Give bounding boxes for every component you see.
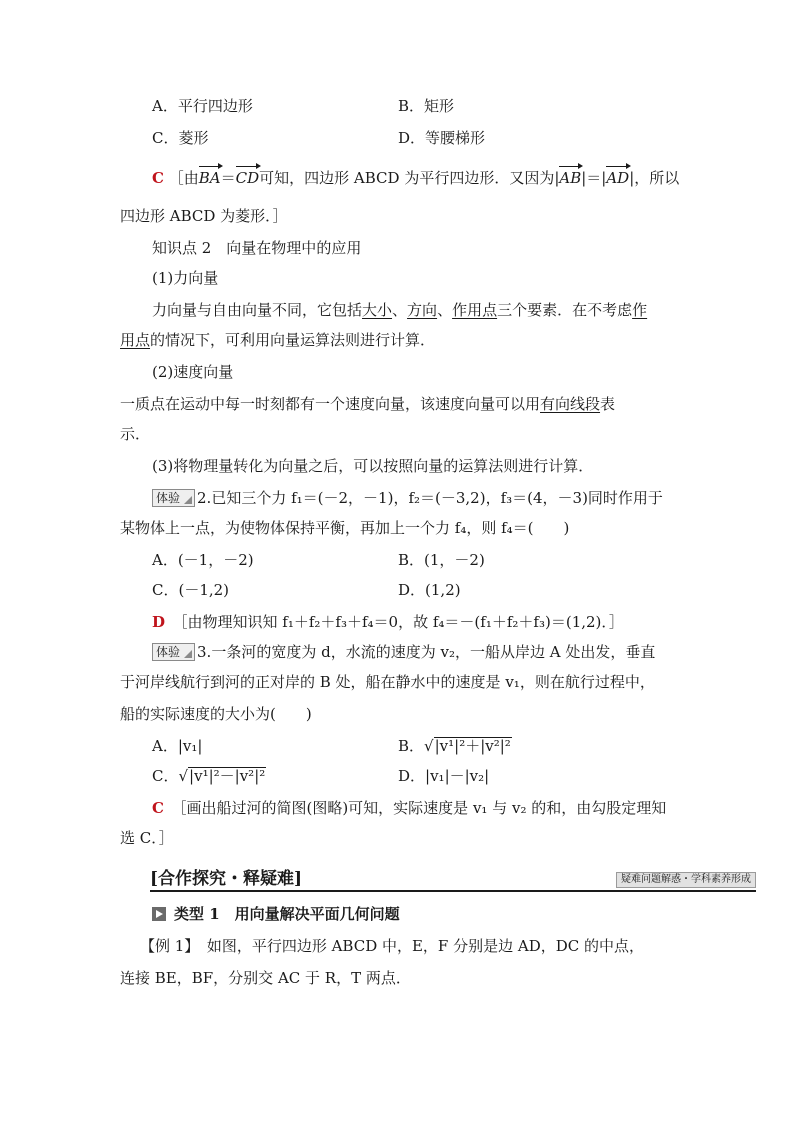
play-triangle-icon [152,907,166,921]
experience-badge: 体验 [152,489,195,507]
option-c: C．菱形 [152,129,209,147]
subsection-convert: (3)将物理量转化为向量之后，可以按照向量的运算法则进行计算． [152,457,594,475]
q3-option-a: A．|v₁| [152,737,203,755]
section-title: [合作探究・释疑难] [150,869,303,889]
q2-option-a: A．(－1，－2) [152,551,254,569]
force-line2: 用点的情况下，可利用向量运算法则进行计算． [120,331,436,349]
example1-line1: 【例 1】 如图，平行四边形 ABCD 中，E，F 分别是边 AD，DC 的中点， [140,937,645,955]
q1-answer-line2: 四边形 ABCD 为菱形．］ [120,207,288,225]
vector-cd: CD [235,169,260,187]
q2-answer: D ［由物理知识知 f₁＋f₂＋f₃＋f₄＝0，故 f₄＝－(f₁＋f₂＋f₃)＝(1,2)．］ [152,613,624,631]
type1-heading: 类型 1 用向量解决平面几何问题 [152,904,400,924]
q3-option-b: B．√|v¹|²＋|v²|² [398,737,511,755]
subsection-force-title: (1)力向量 [152,269,219,287]
q2-option-d: D．(1,2) [398,581,461,599]
answer-letter: C [152,799,164,817]
q1-answer-line1: C ［由BA＝CD可知，四边形 ABCD 为平行四边形．又因为|AB|＝|AD|，所以 [152,169,680,187]
q2-line2: 某物体上一点，为使物体保持平衡，再加上一个力 f₄，则 f₄＝( ) [120,519,570,537]
option-a: A．平行四边形 [152,97,253,115]
q2-option-c: C．(－1,2) [152,581,230,599]
vector-ba: BA [198,169,221,187]
example1-line2: 连接 BE，BF，分别交 AC 于 R，T 两点． [120,969,411,987]
section-tag: 疑难问题解惑・学科素养形成 [616,872,756,888]
q3-line3: 船的实际速度的大小为( ) [120,705,312,723]
q3-option-c: C．√|v¹|²－|v²|² [152,767,266,785]
velocity-line1: 一质点在运动中每一时刻都有一个速度向量，该速度向量可以用有向线段表 [120,395,616,413]
subsection-velocity-title: (2)速度向量 [152,363,234,381]
knowledge-point-title: 知识点 2 向量在物理中的应用 [152,239,362,257]
q3-option-d: D．|v₁|－|v₂| [398,767,490,785]
option-b: B．矩形 [398,97,455,115]
section-header [150,862,756,892]
vector-ad: AD [606,169,630,187]
q3-line2: 于河岸线航行到河的正对岸的 B 处，船在静水中的速度是 v₁，则在航行过程中， [120,673,655,691]
answer-letter: C [152,169,164,187]
radicand: |v¹|²－|v²|² [189,767,266,785]
q2-line1: 体验 2.已知三个力 f₁＝(－2，－1)，f₂＝(－3,2)，f₃＝(4，－3)同时作用于 [152,488,663,508]
radical-sign: √ [424,737,434,755]
option-d: D．等腰梯形 [398,129,486,147]
answer-letter: D [152,613,166,631]
velocity-line2: 示． [120,425,151,443]
experience-badge: 体验 [152,643,195,661]
q3-answer-line2: 选 C．］ [120,829,174,847]
vector-ab: AB [559,169,582,187]
q2-option-b: B．(1，－2) [398,551,485,569]
example-label: 【例 1】 [140,937,192,955]
radical-sign: √ [178,767,189,785]
radicand: |v¹|²＋|v²|² [434,737,511,755]
q3-line1: 体验 3.一条河的宽度为 d，水流的速度为 v₂，一船从岸边 A 处出发，垂直 [152,642,655,662]
force-line1: 力向量与自由向量不同，它包括大小、方向、作用点三个要素．在不考虑作 [152,301,648,319]
q3-answer-line1: C ［画出船过河的简图(图略)可知，实际速度是 v₁ 与 v₂ 的和，由勾股定理知 [152,799,667,817]
